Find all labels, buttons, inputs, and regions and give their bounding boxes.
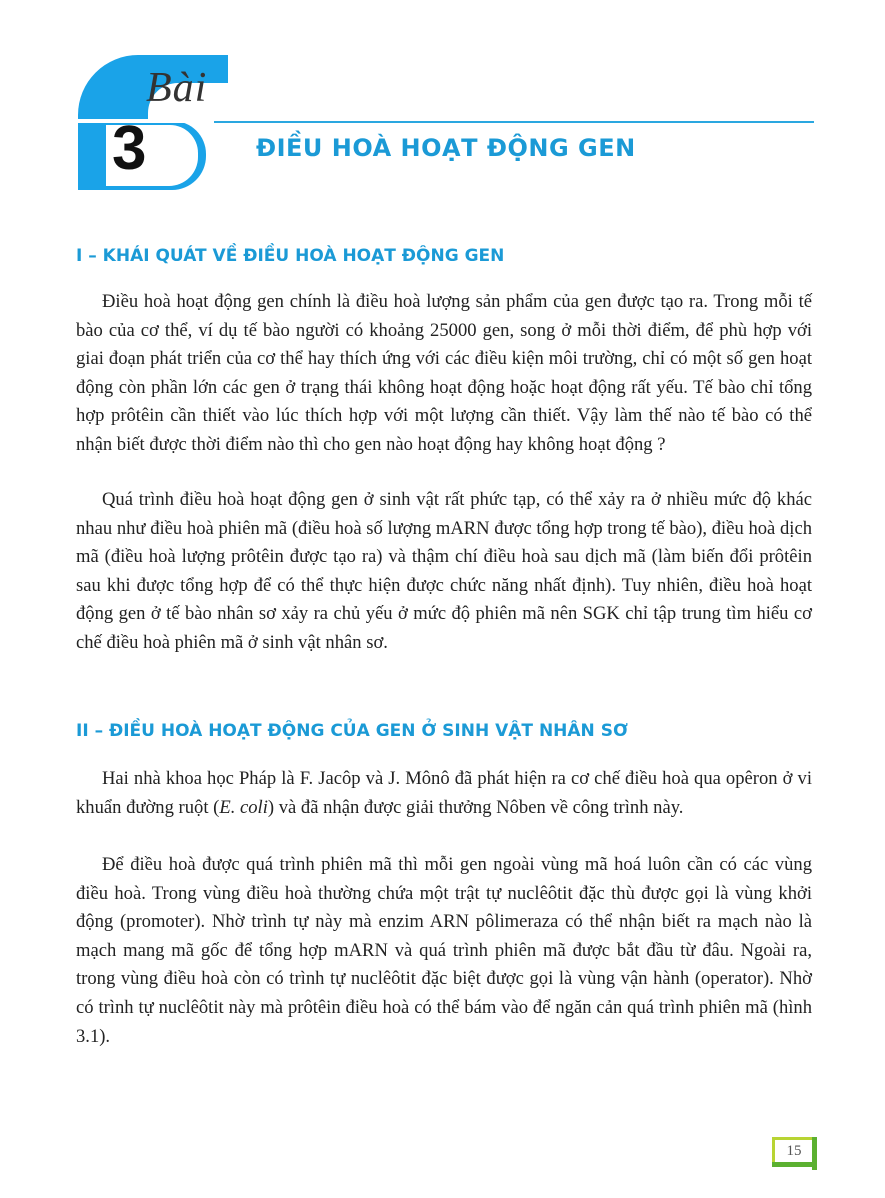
page-number: 15 [786,1143,802,1159]
paragraph-text-start: Hai nhà khoa học Pháp là F. Jacôp và J. Mônô đã phát hiện ra cơ chế điều hoà qua opêron ở vi khuẩn đường ruột ( [76,768,812,818]
section-1-paragraph-1: Điều hoà hoạt động gen chính là điều hoà lượng sản phẩm của gen được tạo ra. Trong mỗi tế bào của cơ thể, ví dụ tế bào người có khoảng 25000 gen, song ở mỗi thời điểm, để phù hợp với giai đoạn phát triển của cơ thể hay thích ứng với các điều kiện môi trường, chỉ có một số gen hoạt động còn phần lớn các gen ở trạng thái không hoạt động hoặc hoạt động rất yếu. Tế bào chỉ tổng hợp prôtêin cần thiết vào lúc thích hợp với một lượng cần thiết. Vậy làm thế nào tế bào có thể nhận biết được thời điểm nào thì cho gen nào hoạt động hay không hoạt động ? [76,291,812,455]
lesson-label: Bài [146,65,208,111]
page-number-box [772,1137,814,1167]
lesson-number: 3 [112,114,147,183]
lesson-title: ĐIỀU HOÀ HOẠT ĐỘNG GEN [256,134,636,162]
section-heading-2: II – ĐIỀU HOÀ HOẠT ĐỘNG CỦA GEN Ở SINH VẬT NHÂN SƠ [76,721,628,741]
species-name: E. coli [219,796,268,818]
paragraph-text-end: ) và đã nhận được giải thưởng Nôben về công trình này. [267,796,684,818]
section-heading-1: I – KHÁI QUÁT VỀ ĐIỀU HOÀ HOẠT ĐỘNG GEN [76,246,505,266]
section-2-paragraph-1 [76,765,812,822]
section-2-paragraph-2: Để điều hoà được quá trình phiên mã thì mỗi gen ngoài vùng mã hoá luôn cần có các vùng điều hoà. Trong vùng điều hoà thường chứa một trật tự nuclêôtit đặc thù được gọi là vùng khởi động (promoter). Nhờ trình tự này mà enzim ARN pôlimeraza có thể nhận biết ra mạch nào là mạch mang mã gốc để tổng hợp mARN và quá trình phiên mã được bắt đầu từ đâu. Ngoài ra, trong vùng điều hoà còn có trình tự nuclêôtit đặc biệt được gọi là vùng vận hành (operator). Nhờ có trình tự nuclêôtit này mà prôtêin điều hoà có thể bám vào để ngăn cản quá trình phiên mã (hình 3.1). [76,854,812,1047]
section-1-paragraph-2: Quá trình điều hoà hoạt động gen ở sinh vật rất phức tạp, có thể xảy ra ở nhiều mức độ khác nhau như điều hoà phiên mã (điều hoà số lượng mARN được tổng hợp trong tế bào), điều hoà dịch mã (điều hoà lượng prôtêin được tạo ra) và thậm chí điều hoà sau dịch mã (làm biến đổi prôtêin sau khi được tổng hợp để có thể thực hiện được chức năng nhất định). Tuy nhiên, điều hoà hoạt động gen ở tế bào nhân sơ xảy ra chủ yếu ở mức độ phiên mã nên SGK chỉ tập trung tìm hiểu cơ chế điều hoà phiên mã ở sinh vật nhân sơ. [76,489,812,653]
title-rule [214,121,814,123]
